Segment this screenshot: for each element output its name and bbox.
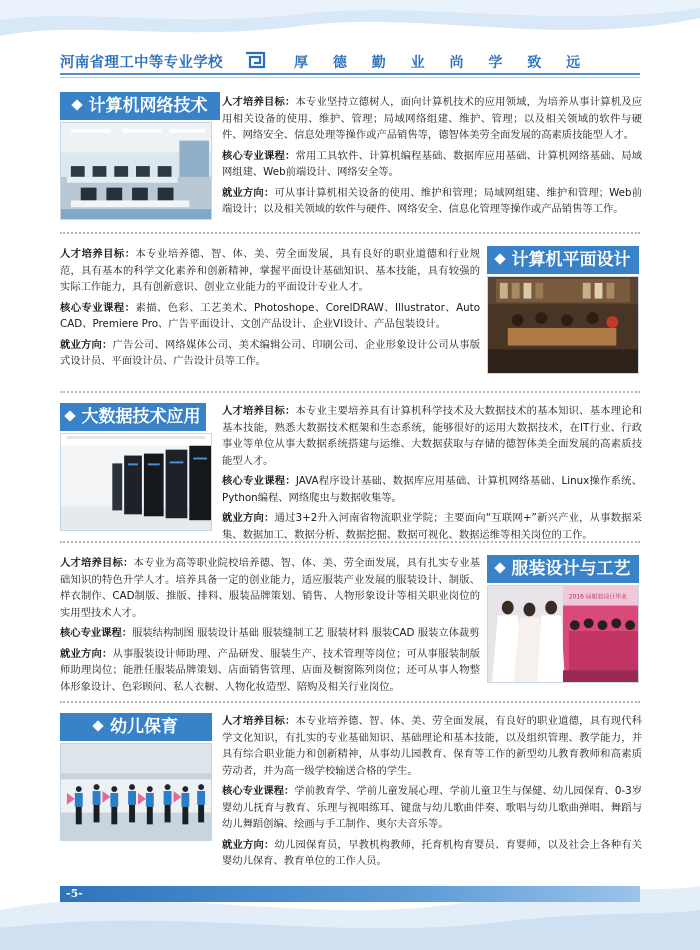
core-courses-text: 素描、色彩、工艺美术、Photoshope、CorelDRAW、Illustrator、Auto CAD、Premiere Pro、广告平面设计、文创产品设计、企业VI设计、产品包装设计。 bbox=[60, 301, 480, 330]
section-graphic-design bbox=[0, 232, 700, 392]
section-body bbox=[222, 94, 642, 222]
core-courses-text: 常用工具软件、计算机编程基础、数据库应用基础、计算机网络基础、局域网组建、Web前端设计、网络安全等。 bbox=[222, 149, 643, 178]
training-goal-text: 本专业为高等职业院校培养德、智、体、美、劳全面发展，具有扎实专业基础知识的特色升学人才。培养具备一定的创业能力，适应服装产业发展的服装设计、制版、样衣制作、CAD制版、推版、排料、服装品牌策划、销售、人物形象设计等相关职业岗位的实用型技术人才。 bbox=[60, 557, 481, 619]
core-courses bbox=[222, 473, 642, 506]
training-goal bbox=[60, 555, 480, 621]
training-goal bbox=[222, 94, 642, 144]
network-lab-photo bbox=[60, 122, 212, 220]
section-body bbox=[60, 555, 480, 699]
section-title-badge bbox=[60, 92, 220, 120]
core-courses-label: 核心专业课程： bbox=[60, 301, 136, 314]
core-courses bbox=[222, 783, 642, 833]
training-goal bbox=[222, 713, 642, 779]
section-title-badge bbox=[487, 246, 639, 274]
core-courses bbox=[60, 625, 480, 642]
employment-text: 可从事计算机相关设备的使用、维护和管理；局域网组建、维护和管理；Web前端设计；以及相关领域的软件与硬件、网络安全、信息化管理等操作或产品销售等工作。 bbox=[222, 186, 643, 215]
employment-label: 就业方向： bbox=[222, 838, 275, 851]
training-goal-text: 本专业主要培养具有计算机科学技术及大数据技术的基本知识、基本理论和基本技能，熟悉大数据技术框架和生态系统，能够很好的运用大数据技术，在IT行业、行政事业等单位从事大数据系统搭建与运维、大数据获取与存储的德智体美全面发展的高素质技能型人才。 bbox=[222, 405, 643, 467]
training-goal-label: 人才培养目标： bbox=[222, 715, 296, 727]
section-title-badge bbox=[60, 403, 206, 431]
section-body bbox=[60, 246, 480, 374]
core-courses bbox=[60, 300, 480, 333]
training-goal bbox=[222, 403, 642, 469]
diamond-icon bbox=[71, 99, 82, 110]
training-goal-label: 人才培养目标： bbox=[60, 248, 136, 260]
core-courses-text: 学前教育学、学前儿童发展心理、学前儿童卫生与保健、幼儿园保育、0-3岁婴幼儿抚育与教育、乐理与视唱练耳、键盘与幼儿歌曲伴奏、歌唱与幼儿歌曲弹唱、舞蹈与幼儿舞蹈创编、绘画与手工制作、奥尔夫音乐等。 bbox=[222, 785, 642, 830]
section-body bbox=[222, 403, 642, 547]
training-goal-label: 人才培养目标： bbox=[222, 96, 296, 108]
employment-text: 幼儿园保育员，早教机构教师，托育机构育婴员、育婴师，以及社会上各种有关婴幼儿保育、教育单位的工作人员。 bbox=[222, 838, 643, 867]
section-computer-network bbox=[0, 0, 700, 230]
section-title: 服装设计与工艺 bbox=[511, 559, 631, 579]
section-body bbox=[222, 713, 642, 874]
core-courses-text: JAVA程序设计基础、数据库应用基础、计算机网络基础、Linux操作系统、Python编程、网络爬虫与数据收集等。 bbox=[222, 475, 643, 504]
employment-label: 就业方向： bbox=[60, 338, 113, 351]
diamond-icon bbox=[494, 562, 505, 573]
section-title-badge bbox=[60, 713, 212, 741]
diamond-icon bbox=[494, 253, 505, 264]
training-goal-text: 本专业坚持立德树人，面向计算机技术的应用领域，为培养从事计算机及应用相关设备的使用、维护、管理；局域网络组建、维护、管理；以及相关领域的软件与硬件、网络安全、信息处理等操作或产品销售等，德智体美劳全面发展的高素质技能型人才。 bbox=[222, 96, 643, 141]
core-courses-text: 服装结构制图 服装设计基础 服装缝制工艺 服装材料 服装CAD 服装立体裁剪 bbox=[132, 627, 480, 639]
employment bbox=[222, 510, 642, 543]
fashion-show-photo bbox=[487, 585, 639, 683]
section-fashion-design bbox=[0, 541, 700, 701]
employment-text: 从事服装设计师助理、产品研发、服装生产、技术管理等岗位；可从事服装制版师助理岗位；能胜任服装品牌策划、店面销售管理、店面及橱窗陈列岗位；还可从事人物整体形象设计、色彩顾问、私人衣橱、人物化妆造型、陪购及相关行业岗位。 bbox=[60, 647, 481, 693]
employment bbox=[60, 337, 480, 370]
school-name: 河南省理工中等专业学校 bbox=[60, 55, 223, 69]
section-childcare bbox=[0, 701, 700, 881]
section-title: 计算机平面设计 bbox=[511, 250, 631, 270]
employment-text: 通过3+2升入河南省物流职业学院；主要面向“互联网+”新兴产业，从事数据采集、数据加工、数据分析、数据挖掘、数据可视化、数据运维等相关岗位的工作。 bbox=[222, 512, 642, 541]
core-courses bbox=[222, 148, 642, 181]
employment bbox=[222, 185, 642, 218]
core-courses-label: 核心专业课程： bbox=[222, 149, 296, 162]
employment bbox=[60, 646, 480, 696]
training-goal-text: 本专业培养德、智、体、美、劳全面发展，具有良好的职业道德和行业规范，具有基本的科学文化素养和创新精神，掌握平面设计基础知识、基本技能，具有较强的实际工作能力，具有创新意识、创业立业能力的平面设计专业人才。 bbox=[60, 248, 481, 293]
core-courses-label: 核心专业课程： bbox=[222, 475, 296, 487]
page-number: -5- bbox=[66, 887, 83, 900]
section-title: 大数据技术应用 bbox=[81, 407, 201, 427]
design-studio-photo bbox=[487, 276, 639, 374]
training-goal-text: 本专业培养德、智、体、美、劳全面发展，有良好的职业道德，具有现代科学文化知识，有扎实的专业基础知识、基础理论和基本技能，以及组织管理、教学能力，并具有综合职业能力和创新精神，从事幼儿园教育、保育等工作的新型幼儿教育教师和高素质劳动者，并为高一级学校输送合格的学生。 bbox=[222, 715, 643, 777]
training-goal bbox=[60, 246, 480, 296]
diamond-icon bbox=[92, 720, 103, 731]
school-motto: 厚 德 勤 业 尚 学 致 远 bbox=[294, 55, 591, 71]
section-big-data bbox=[0, 391, 700, 541]
fashion-photo-banner: 2016 届服装设计毕业 bbox=[568, 594, 628, 601]
dance-class-photo bbox=[60, 743, 212, 841]
bottom-wave-decoration bbox=[0, 870, 700, 950]
server-room-photo bbox=[60, 433, 212, 531]
training-goal-label: 人才培养目标： bbox=[60, 557, 134, 569]
employment-label: 就业方向： bbox=[60, 647, 113, 660]
employment bbox=[222, 837, 642, 870]
section-title: 计算机网络技术 bbox=[88, 96, 208, 116]
section-title: 幼儿保育 bbox=[110, 717, 178, 737]
footer-bar bbox=[60, 886, 640, 902]
employment-label: 就业方向： bbox=[222, 186, 275, 199]
training-goal-label: 人才培养目标： bbox=[222, 405, 296, 417]
section-title-badge bbox=[487, 555, 639, 583]
employment-text: 广告公司、网络媒体公司、美术编辑公司、印刷公司、企业形象设计公司从事版式设计员、平面设计员、广告设计员等工作。 bbox=[60, 338, 481, 367]
core-courses-label: 核心专业课程： bbox=[60, 627, 133, 639]
diamond-icon bbox=[64, 410, 75, 421]
core-courses-label: 核心专业课程： bbox=[222, 785, 295, 797]
employment-label: 就业方向： bbox=[222, 512, 275, 524]
